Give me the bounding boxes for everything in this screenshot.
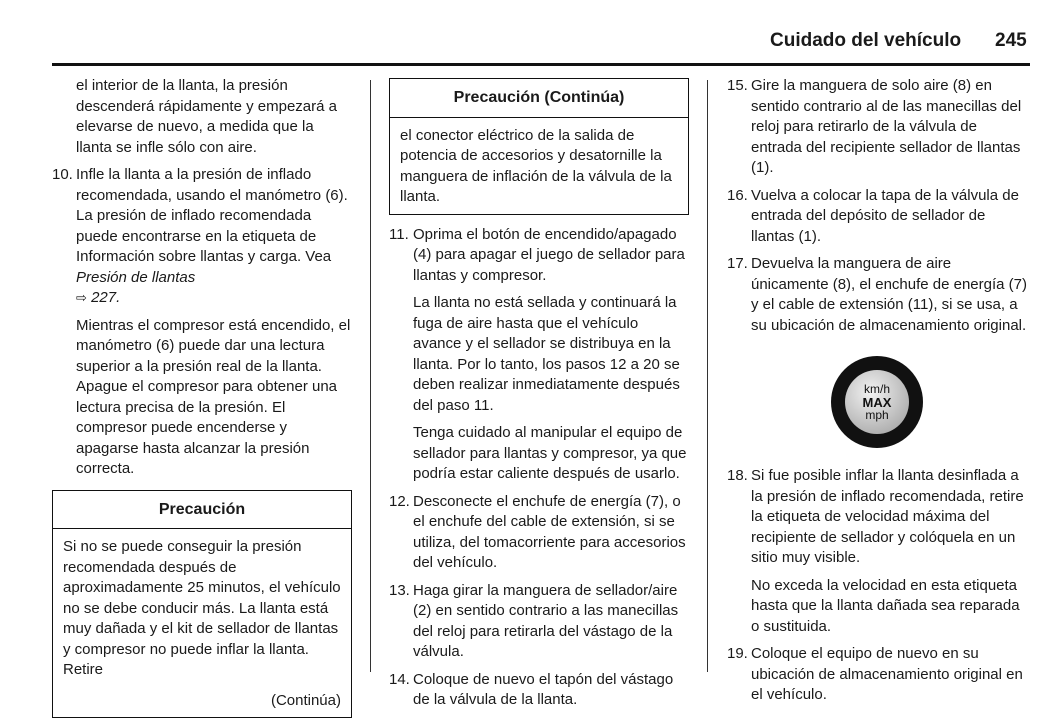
step-note: La llanta no está sellada y continuará la fuga de aire hasta que el vehículo avance y el sellador se distribuya en la llanta. Por lo tanto, los pasos 12 a 20 se deben realizar inmediatamente después del paso 11. (413, 294, 680, 414)
step-text: Coloque de nuevo el tapón del vástago de la válvula de la llanta. (413, 670, 674, 708)
step-text: Si fue posible inflar la llanta desinflada a la presión de inflado recomendada, retire la etiqueta de velocidad máxima del recipiente de sellador y colóquela en un sitio muy visible. (751, 467, 1024, 566)
step-15 (727, 76, 1027, 179)
step-number: 16. (727, 186, 748, 204)
step-10 (52, 165, 352, 480)
step-number: 19. (727, 645, 748, 662)
continued-text: el interior de la llanta, la presión descenderá rápidamente y empezará a elevarse de nuevo, a medida que la llanta se infle sólo con aire. (76, 77, 337, 156)
step-12 (389, 492, 689, 574)
step-number: 13. (389, 581, 410, 599)
step-14 (389, 670, 689, 711)
gauge-max: MAX (862, 394, 892, 410)
column-2 (389, 76, 689, 718)
arrow-right-icon: ⇨ (76, 290, 87, 305)
step-number: 12. (389, 492, 410, 510)
column-divider-2 (707, 80, 708, 672)
step-16 (727, 186, 1027, 248)
header-title: Cuidado del vehículo (770, 30, 962, 51)
step-17 (727, 254, 1027, 336)
step-number: 18. (727, 467, 748, 484)
cross-reference-link[interactable]: Presión de llantas ⇨ 227. (76, 268, 196, 306)
page-number: 245 (995, 30, 1027, 51)
step-text: Coloque el equipo de nuevo en su ubicación de almacenamiento original en el vehículo. (751, 645, 1023, 703)
header-rule (52, 63, 1030, 66)
step-number: 17. (727, 255, 748, 272)
caution-body: el conector eléctrico de la salida de potencia de accesorios y desatornille la manguera de inflación de la válvula de la llanta. (400, 126, 672, 205)
step-text: Gire la manguera de solo aire (8) en sentido contrario al de las manecillas del reloj para retirarlo de la válvula de entrada del recipiente sellador de llantas (1). (751, 77, 1022, 176)
gauge-unit-kmh: km/h (863, 381, 890, 396)
caution-continued: (Continúa) (270, 691, 341, 709)
step-number: 14. (389, 670, 410, 688)
step-text: Desconecte el enchufe de energía (7), o el enchufe del cable de extensión, si se utiliza, del tomacorriente para accesorios del vehículo. (413, 492, 686, 571)
column-1 (52, 76, 352, 728)
max-speed-gauge-icon (831, 356, 923, 448)
step-text: Vuelva a colocar la tapa de la válvula de entrada del depósito de sellador de llantas (1). (751, 186, 1019, 245)
step-number: 15. (727, 77, 748, 94)
step-note: Tenga cuidado al manipular el equipo de sellador para llantas y compresor, ya que podría estar caliente después de usarlo. (413, 424, 687, 482)
step-number: 11. (389, 225, 409, 243)
caution-text: Si no se puede conseguir la presión recomendada después de aproximadamente 25 minutos, el vehículo no se debe conducir más. La llanta está muy dañada y el kit de sellador de llantas y compresor no puede inflar la llanta. Retire (63, 538, 341, 678)
step-note: No exceda la velocidad en esta etiqueta hasta que la llanta dañada sea reparada o sustituida. (751, 576, 1020, 635)
step-text: Devuelva la manguera de aire únicamente (8), el enchufe de energía (7) y el cable de extensión (11), si se usa, a su ubicación de almacenamiento original. (751, 255, 1027, 334)
caution-title: Precaución (Continúa) (390, 79, 688, 118)
step-13 (389, 581, 689, 663)
caution-box (52, 490, 352, 719)
max-speed-label-figure (727, 356, 1027, 448)
step-text: Oprima el botón de encendido/apagado (4) para apagar el juego de sellador para llantas y compresor. (413, 225, 685, 284)
step-number: 10. (52, 166, 73, 183)
column-3 (727, 76, 1027, 713)
step-note: Mientras el compresor está encendido, el manómetro (6) puede dar una lectura superior a la presión real de la llanta. Apague el compresor para obtener una lectura precisa de la presión. El compresor puede encenderse y apagarse hasta alcanzar la presión correcta. (76, 316, 351, 477)
gauge-unit-mph: mph (865, 407, 889, 422)
step-text: Haga girar la manguera de sellador/aire (2) en sentido contrario a las manecillas del reloj para retirarla del vástago de la válvula. (413, 581, 679, 660)
step-18 (727, 466, 1027, 637)
step-text: Infle la llanta a la presión de inflado recomendada, usando el manómetro (6). La presión de inflado recomendada puede encontrarse en la etiqueta de Información sobre llantas y carga. Vea Presión de llantas ⇨ 227. (76, 166, 348, 306)
caution-box-continued (389, 78, 689, 215)
caution-body (53, 529, 351, 717)
step-11 (389, 225, 689, 485)
caution-title: Precaución (53, 491, 351, 530)
column-divider-1 (370, 80, 371, 672)
step-19 (727, 644, 1027, 706)
